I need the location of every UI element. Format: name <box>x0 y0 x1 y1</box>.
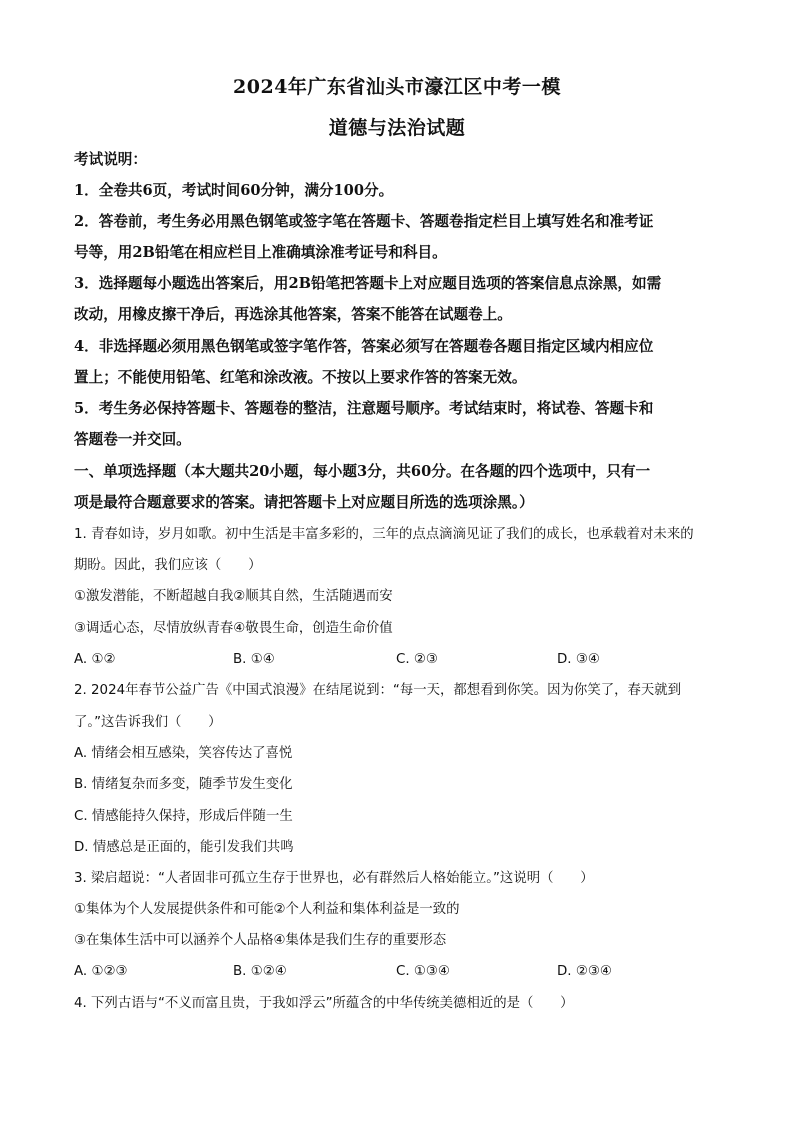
answer-option: C. ②③ <box>396 652 438 667</box>
exam-subject-title: 道德与法治试题 <box>328 117 466 139</box>
answer-option: A. ①② <box>74 652 116 667</box>
instructions-heading: 考试说明： <box>74 151 147 168</box>
instruction-line: 3．选择题每小题选出答案后，用2B铅笔把答题卡上对应题目选项的答案信息点涂黑，如需 <box>74 275 662 292</box>
question-item: ①集体为个人发展提供条件和可能②个人利益和集体利益是一致的 <box>74 902 460 917</box>
answer-option: B. ①②④ <box>233 964 287 979</box>
answer-option: A. 情绪会相互感染，笑容传达了喜悦 <box>74 746 293 761</box>
answer-option: D. 情感总是正面的，能引发我们共鸣 <box>74 840 294 855</box>
instruction-line: 4．非选择题必须用黑色钢笔或签字笔作答，答案必须写在答题卷各题目指定区域内相应位 <box>74 338 654 355</box>
question-stem: 2. 2024年春节公益广告《中国式浪漫》在结尾说到：“每一天，都想看到你笑。因为你笑了，春天就到 <box>74 683 682 698</box>
answer-option: D. ②③④ <box>557 964 612 979</box>
question-stem: 1. 青春如诗，岁月如歌。初中生活是丰富多彩的，三年的点点滴滴见证了我们的成长，也承载着对未来的 <box>74 527 694 542</box>
section-heading: 一、单项选择题（本大题共20小题，每小题3分，共60分。在各题的四个选项中，只有一 <box>74 463 651 480</box>
instruction-line: 号等，用2B铅笔在相应栏目上准确填涂准考证号和科目。 <box>74 244 447 261</box>
instruction-line: 改动，用橡皮擦干净后，再选涂其他答案，答案不能答在试题卷上。 <box>74 306 512 323</box>
section-heading: 项是最符合题意要求的答案。请把答题卡上对应题目所选的选项涂黑。） <box>74 494 534 511</box>
instruction-line: 置上；不能使用铅笔、红笔和涂改液。不按以上要求作答的答案无效。 <box>74 369 527 386</box>
question-stem: 了。”这告诉我们（ ） <box>74 715 222 730</box>
instruction-line: 1．全卷共6页，考试时间60分钟，满分100分。 <box>74 182 394 199</box>
question-stem: 4. 下列古语与“不义而富且贵，于我如浮云”所蕴含的中华传统美德相近的是（ ） <box>74 996 574 1011</box>
answer-option: D. ③④ <box>557 652 600 667</box>
answer-option: C. ①③④ <box>396 964 450 979</box>
question-stem: 期盼。因此，我们应该（ ） <box>74 558 262 573</box>
exam-title: 2024年广东省汕头市濠江区中考一模 <box>233 76 561 98</box>
question-item: ①激发潜能，不断超越自我②顺其自然，生活随遇而安 <box>74 589 393 604</box>
instruction-line: 5．考生务必保持答题卡、答题卷的整洁，注意题号顺序。考试结束时，将试卷、答题卡和 <box>74 400 654 417</box>
answer-option: B. 情绪复杂而多变，随季节发生变化 <box>74 777 293 792</box>
instruction-line: 2．答卷前，考生务必用黑色钢笔或签字笔在答题卡、答题卷指定栏目上填写姓名和准考证 <box>74 213 654 230</box>
question-item: ③在集体生活中可以涵养个人品格④集体是我们生存的重要形态 <box>74 933 447 948</box>
instruction-line: 答题卷一并交回。 <box>74 431 191 448</box>
answer-option: A. ①②③ <box>74 964 128 979</box>
question-stem: 3. 梁启超说：“人者固非可孤立生存于世界也，必有群然后人格始能立。”这说明（ ） <box>74 871 594 886</box>
answer-option: C. 情感能持久保持，形成后伴随一生 <box>74 809 293 824</box>
answer-option: B. ①④ <box>233 652 275 667</box>
question-item: ③调适心态，尽情放纵青春④敬畏生命，创造生命价值 <box>74 621 393 636</box>
